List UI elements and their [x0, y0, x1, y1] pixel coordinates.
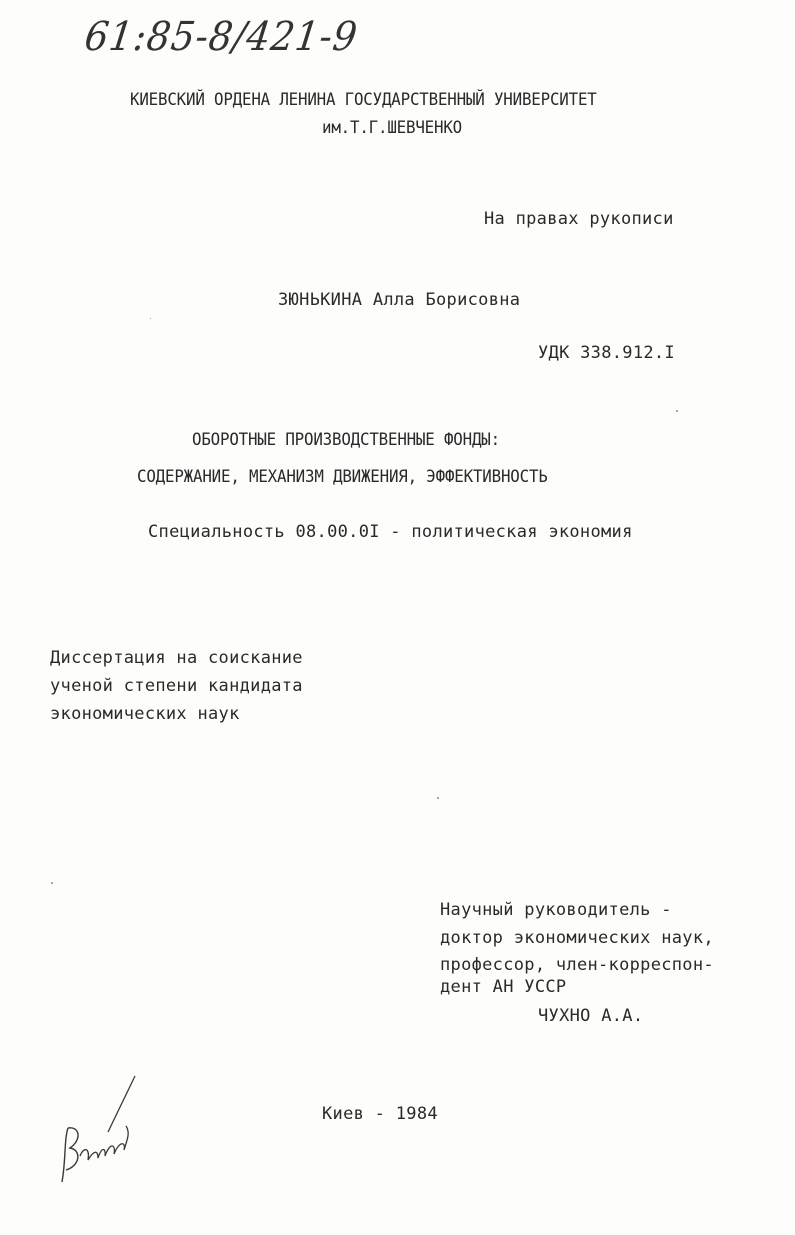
- university-name-line2: им.Т.Г.ШЕВЧЕНКО: [322, 118, 462, 138]
- title-line2: СОДЕРЖАНИЕ, МЕХАНИЗМ ДВИЖЕНИЯ, ЭФФЕКТИВНОСТЬ: [137, 467, 548, 487]
- archive-number: 61:85-8/421-9: [82, 14, 361, 60]
- handwritten-signature: [50, 1070, 160, 1190]
- scan-speck: [51, 882, 53, 884]
- supervisor-line1: Научный руководитель -: [440, 900, 672, 920]
- author-name: ЗЮНЬКИНА Алла Борисовна: [278, 290, 521, 310]
- specialty: Специальность 08.00.0I - политическая экономия: [148, 522, 633, 542]
- scan-speck: [150, 318, 151, 319]
- title-line1: ОБОРОТНЫЕ ПРОИЗВОДСТВЕННЫЕ ФОНДЫ:: [192, 430, 500, 450]
- city-year: Киев - 1984: [322, 1104, 438, 1124]
- dissertation-line2: ученой степени кандидата: [50, 676, 303, 696]
- udk-code: УДК 338.912.I: [538, 343, 675, 363]
- scan-speck: [676, 410, 678, 412]
- supervisor-line2: доктор экономических наук,: [440, 928, 714, 948]
- university-name: КИЕВСКИЙ ОРДЕНА ЛЕНИНА ГОСУДАРСТВЕННЫЙ УНИВЕРСИТЕТ: [130, 90, 597, 110]
- supervisor-name: ЧУХНО А.А.: [538, 1006, 644, 1026]
- supervisor-line3: профессор, член-корреспон-: [440, 955, 714, 975]
- dissertation-line1: Диссертация на соискание: [50, 648, 303, 668]
- manuscript-rights: На правах рукописи: [484, 209, 674, 229]
- supervisor-line4: дент АН УССР: [440, 977, 567, 997]
- scan-speck: [437, 797, 439, 799]
- dissertation-line3: экономических наук: [50, 704, 240, 724]
